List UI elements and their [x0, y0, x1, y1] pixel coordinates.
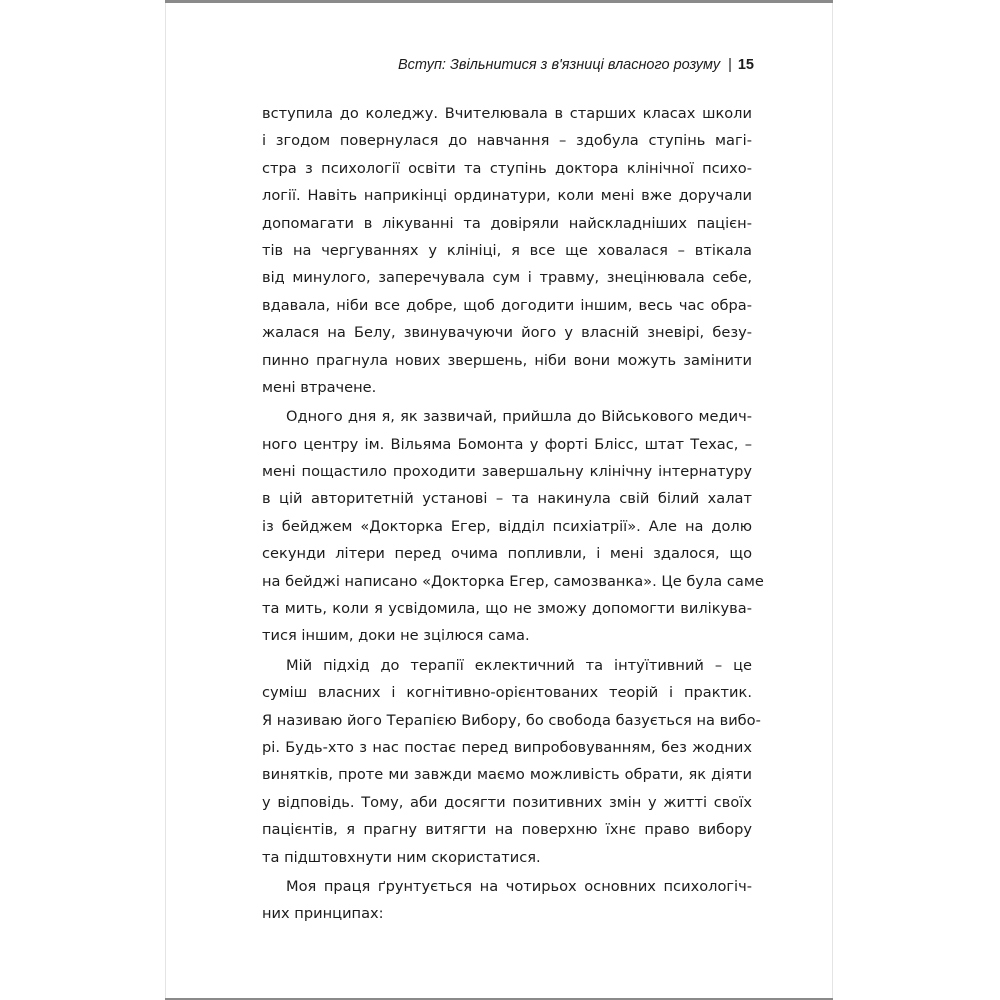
running-head-title: Вступ: Звільнитися з в'язниці власного розуму: [398, 57, 721, 73]
text-line: у відповідь. Тому, аби досягти позитивних змін у житті своїх: [262, 793, 752, 811]
text-line: Мій підхід до терапії еклектичний та інтуїтивний – це: [286, 656, 752, 674]
text-line: вступила до коледжу. Вчителювала в старших класах школи: [262, 105, 752, 122]
running-head-separator: |: [728, 57, 732, 73]
text-line: в цій авторитетній установі – та накинула свій білий халат: [262, 490, 752, 508]
text-line: жалася на Белу, звинувачуючи його у власній зневірі, безу-: [262, 324, 752, 342]
text-line: вдавала, ніби все добре, щоб догодити іншим, весь час обра-: [262, 296, 752, 314]
text-line: них принципах:: [262, 905, 384, 923]
page-number: 15: [737, 57, 754, 73]
text-line: мені пощастило проходити завершальну клінічну інтернатуру: [262, 463, 752, 481]
body-text: [262, 100, 764, 928]
paragraph: [262, 100, 752, 401]
text-line: із бейджем «Докторка Егер, відділ психіатрії». Але на долю: [262, 517, 752, 535]
text-line: секунди літери перед очима попливли, і мені здалося, що: [262, 545, 752, 563]
text-line: та мить, коли я усвідомила, що не зможу допомогти вилікува-: [262, 600, 752, 618]
text-line: пацієнтів, я прагну витягти на поверхню їхнє право вибору: [262, 821, 752, 839]
paragraph: [262, 873, 752, 928]
paragraph: [262, 403, 764, 650]
text-line: мені втрачене.: [262, 378, 377, 396]
text-line: тися іншим, доки не зцілюся сама.: [262, 627, 530, 645]
text-line: від минулого, заперечувала сум і травму, знецінювала себе,: [262, 269, 752, 287]
text-line: і згодом повернулася до навчання – здобула ступінь магі-: [262, 132, 752, 150]
text-line: логії. Навіть наприкінці ординатури, коли мені вже доручали: [262, 187, 752, 205]
text-line: допомагати в лікуванні та довіряли найскладніших пацієн-: [262, 214, 752, 232]
paragraph: [262, 652, 761, 871]
text-line: тів на чергуваннях у клініці, я все ще ховалася – втікала: [262, 241, 752, 259]
text-line: Одного дня я, як зазвичай, прийшла до Військового медич-: [286, 408, 752, 426]
text-line: Я називаю його Терапією Вибору, бо свобода базується на вибо-: [262, 711, 761, 729]
text-line: винятків, проте ми завжди маємо можливість обрати, як діяти: [262, 766, 752, 784]
top-edge-rule: [165, 0, 833, 3]
text-line: та підштовхнути ним скористатися.: [262, 848, 541, 866]
text-line: стра з психології освіти та ступінь доктора клінічної психо-: [262, 159, 752, 177]
text-line: ного центру ім. Вільяма Бомонта у форті Блісс, штат Техас, –: [262, 435, 752, 453]
text-line: суміш власних і когнітивно-орієнтованих теорій і практик.: [262, 684, 752, 702]
text-line: Моя праця ґрунтується на чотирьох основних психологіч-: [286, 877, 752, 895]
text-line: пинно прагнула нових звершень, ніби вони можуть замінити: [262, 351, 752, 369]
text-line: рі. Будь-хто з нас постає перед випробовуванням, без жодних: [262, 738, 752, 756]
text-line: на бейджі написано «Докторка Егер, самозванка». Це була саме: [262, 572, 764, 590]
running-head: [398, 55, 754, 75]
